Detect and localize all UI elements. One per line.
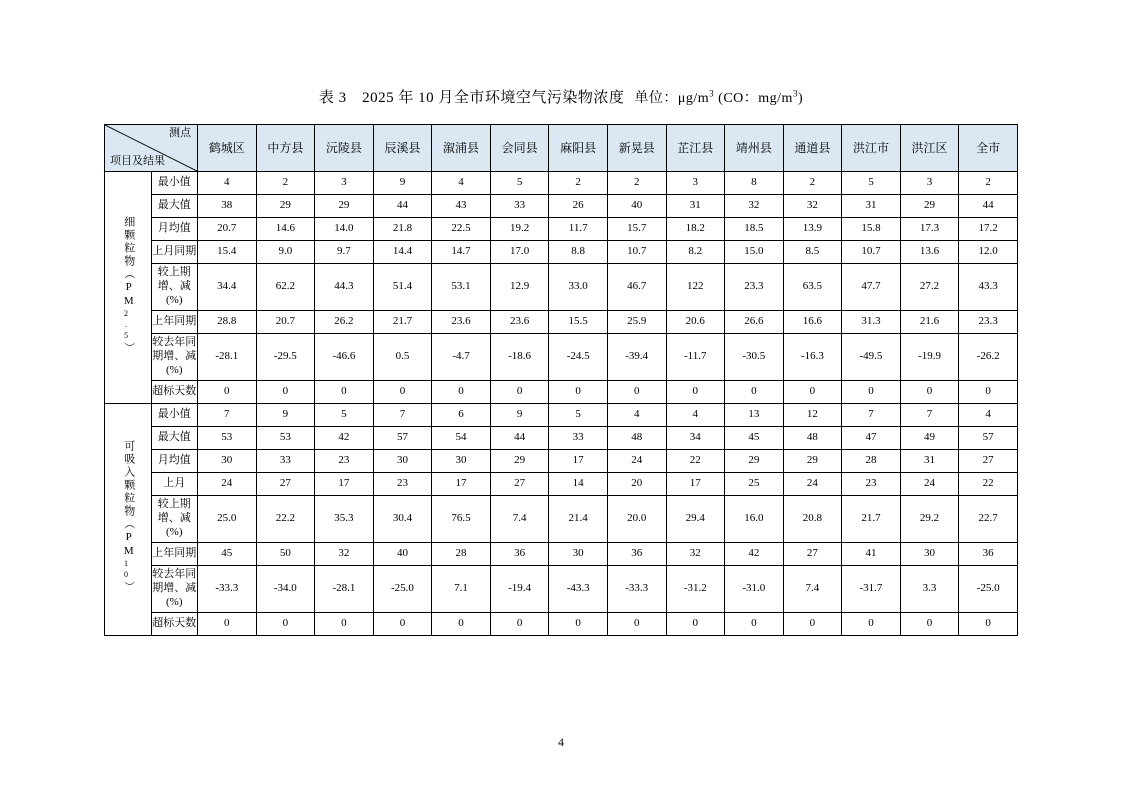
- table-cell: 25: [725, 473, 784, 496]
- table-row: [105, 218, 1018, 241]
- row-header: 最小值: [151, 404, 198, 427]
- table-cell: 33: [256, 450, 315, 473]
- table-cell: 10.7: [607, 241, 666, 264]
- table-cell: 48: [783, 427, 842, 450]
- table-cell: 31.3: [842, 311, 901, 334]
- table-row: [105, 613, 1018, 636]
- column-header-4: 溆浦县: [432, 125, 491, 172]
- table-cell: 44: [490, 427, 549, 450]
- table-cell: 17.0: [490, 241, 549, 264]
- table-row: [105, 311, 1018, 334]
- table-cell: -28.1: [315, 566, 374, 613]
- row-header: 较去年同 期增、减 (%): [151, 334, 198, 381]
- table-cell: 34: [666, 427, 725, 450]
- table-cell: 49: [900, 427, 959, 450]
- table-cell: 40: [373, 543, 432, 566]
- table-cell: 32: [315, 543, 374, 566]
- table-cell: 29: [490, 450, 549, 473]
- table-cell: 8.5: [783, 241, 842, 264]
- table-row: [105, 427, 1018, 450]
- table-cell: -19.4: [490, 566, 549, 613]
- table-corner-header: [105, 125, 198, 172]
- table-cell: 13: [725, 404, 784, 427]
- table-cell: 42: [315, 427, 374, 450]
- table-cell: 0: [256, 613, 315, 636]
- table-cell: 9: [490, 404, 549, 427]
- table-cell: 29: [783, 450, 842, 473]
- table-cell: 11.7: [549, 218, 608, 241]
- column-header-2: 沅陵县: [315, 125, 374, 172]
- row-header: 超标天数: [151, 381, 198, 404]
- table-cell: 8.2: [666, 241, 725, 264]
- table-cell: 29: [315, 195, 374, 218]
- table-cell: 31: [900, 450, 959, 473]
- table-cell: 8.8: [549, 241, 608, 264]
- table-cell: 9: [373, 172, 432, 195]
- table-cell: 15.0: [725, 241, 784, 264]
- column-header-0: 鹤城区: [198, 125, 257, 172]
- table-cell: 20: [607, 473, 666, 496]
- table-cell: 0: [432, 613, 491, 636]
- table-row: [105, 543, 1018, 566]
- table-cell: 22: [666, 450, 725, 473]
- table-cell: 14.0: [315, 218, 374, 241]
- table-cell: 57: [959, 427, 1018, 450]
- table-row: [105, 381, 1018, 404]
- table-cell: 29: [256, 195, 315, 218]
- table-cell: 30.4: [373, 496, 432, 543]
- table-cell: 0: [549, 381, 608, 404]
- row-group-label-1: [105, 404, 152, 636]
- table-cell: -18.6: [490, 334, 549, 381]
- row-header: 较上期 增、减(%): [151, 264, 198, 311]
- row-header: 上月: [151, 473, 198, 496]
- table-cell: 0: [725, 613, 784, 636]
- table-cell: 0: [373, 381, 432, 404]
- table-cell: 30: [373, 450, 432, 473]
- table-cell: 3.3: [900, 566, 959, 613]
- table-cell: 48: [607, 427, 666, 450]
- row-header: 超标天数: [151, 613, 198, 636]
- table-cell: -34.0: [256, 566, 315, 613]
- table-row: [105, 172, 1018, 195]
- table-cell: 54: [432, 427, 491, 450]
- table-cell: 8: [725, 172, 784, 195]
- table-cell: 43.3: [959, 264, 1018, 311]
- table-cell: 7: [373, 404, 432, 427]
- table-cell: 26: [549, 195, 608, 218]
- table-cell: 23.3: [725, 264, 784, 311]
- table-caption-unit: 单位：$\mu g/m^3$ (CO：$mg/m^3$): [634, 88, 804, 106]
- table-cell: 27: [959, 450, 1018, 473]
- table-row: [105, 566, 1018, 613]
- table-cell: 0: [432, 381, 491, 404]
- table-cell: 2: [549, 172, 608, 195]
- table-cell: 44.3: [315, 264, 374, 311]
- table-header: [105, 125, 1018, 172]
- table-cell: 29.4: [666, 496, 725, 543]
- table-cell: 23: [373, 473, 432, 496]
- table-cell: 0: [900, 613, 959, 636]
- table-cell: 30: [198, 450, 257, 473]
- table-cell: 17: [666, 473, 725, 496]
- table-cell: 32: [725, 195, 784, 218]
- table-cell: -49.5: [842, 334, 901, 381]
- table-cell: 27: [256, 473, 315, 496]
- table-cell: 0: [783, 613, 842, 636]
- table-cell: 29: [900, 195, 959, 218]
- table-cell: 0: [490, 381, 549, 404]
- table-row: [105, 404, 1018, 427]
- table-cell: 7: [900, 404, 959, 427]
- table-cell: 0: [256, 381, 315, 404]
- table-cell: 5: [315, 404, 374, 427]
- table-cell: 36: [959, 543, 1018, 566]
- table-cell: -28.1: [198, 334, 257, 381]
- table-cell: 0: [315, 613, 374, 636]
- table-cell: 14.6: [256, 218, 315, 241]
- table-row: [105, 450, 1018, 473]
- table-cell: 47.7: [842, 264, 901, 311]
- table-cell: 15.8: [842, 218, 901, 241]
- table-cell: 29.2: [900, 496, 959, 543]
- table-row: [105, 241, 1018, 264]
- table-cell: 22: [959, 473, 1018, 496]
- column-header-1: 中方县: [256, 125, 315, 172]
- table-cell: 14.7: [432, 241, 491, 264]
- table-cell: 20.0: [607, 496, 666, 543]
- table-cell: 0: [490, 613, 549, 636]
- table-cell: 23: [842, 473, 901, 496]
- table-cell: 2: [783, 172, 842, 195]
- table-cell: 44: [373, 195, 432, 218]
- table-cell: -26.2: [959, 334, 1018, 381]
- table-cell: 4: [666, 404, 725, 427]
- table-caption-main: 表 3 2025 年 10 月全市环境空气污染物浓度: [318, 90, 625, 106]
- table-cell: 9.0: [256, 241, 315, 264]
- table-cell: 17: [549, 450, 608, 473]
- table-cell: 0: [373, 613, 432, 636]
- table-cell: -46.6: [315, 334, 374, 381]
- table-cell: 32: [783, 195, 842, 218]
- table-cell: 17: [432, 473, 491, 496]
- table-cell: 43: [432, 195, 491, 218]
- row-header: 最小值: [151, 172, 198, 195]
- table-cell: 33.0: [549, 264, 608, 311]
- row-header: 上年同期: [151, 543, 198, 566]
- table-cell: 25.0: [198, 496, 257, 543]
- table-cell: 63.5: [783, 264, 842, 311]
- column-header-8: 芷江县: [666, 125, 725, 172]
- table-cell: 5: [842, 172, 901, 195]
- table-cell: 2: [607, 172, 666, 195]
- table-cell: 13.9: [783, 218, 842, 241]
- table-cell: 20.7: [256, 311, 315, 334]
- table-cell: 26.2: [315, 311, 374, 334]
- table-cell: 53.1: [432, 264, 491, 311]
- table-cell: 30: [549, 543, 608, 566]
- column-header-10: 通道县: [783, 125, 842, 172]
- table-cell: 28: [432, 543, 491, 566]
- table-cell: 13.6: [900, 241, 959, 264]
- table-cell: 21.7: [373, 311, 432, 334]
- table-cell: 0: [607, 381, 666, 404]
- table-cell: 9.7: [315, 241, 374, 264]
- table-cell: 41: [842, 543, 901, 566]
- table-cell: 0: [842, 613, 901, 636]
- table-cell: 0: [959, 381, 1018, 404]
- table-row: [105, 473, 1018, 496]
- table-cell: 20.7: [198, 218, 257, 241]
- table-cell: -4.7: [432, 334, 491, 381]
- table-cell: 45: [725, 427, 784, 450]
- table-cell: 36: [490, 543, 549, 566]
- table-cell: 31: [842, 195, 901, 218]
- corner-label-item-result: 项目及结果: [110, 155, 165, 168]
- table-cell: 27: [490, 473, 549, 496]
- table-cell: 9: [256, 404, 315, 427]
- table-cell: 31: [666, 195, 725, 218]
- table-cell: 23: [315, 450, 374, 473]
- table-cell: 4: [198, 172, 257, 195]
- table-cell: 45: [198, 543, 257, 566]
- table-cell: -31.0: [725, 566, 784, 613]
- table-cell: 25.9: [607, 311, 666, 334]
- table-cell: 40: [607, 195, 666, 218]
- table-cell: 23.3: [959, 311, 1018, 334]
- table-cell: 5: [490, 172, 549, 195]
- table-cell: 10.7: [842, 241, 901, 264]
- row-group-text: 可吸入颗粒物$(PM_{10})$: [121, 440, 135, 595]
- table-cell: 20.8: [783, 496, 842, 543]
- column-header-6: 麻阳县: [549, 125, 608, 172]
- row-group-label-0: [105, 172, 152, 404]
- table-cell: -29.5: [256, 334, 315, 381]
- row-header: 月均值: [151, 218, 198, 241]
- table-cell: 6: [432, 404, 491, 427]
- column-header-3: 辰溪县: [373, 125, 432, 172]
- table-cell: 0: [549, 613, 608, 636]
- table-cell: 20.6: [666, 311, 725, 334]
- table-cell: 28.8: [198, 311, 257, 334]
- table-cell: 23.6: [490, 311, 549, 334]
- table-cell: 0: [783, 381, 842, 404]
- table-cell: 53: [198, 427, 257, 450]
- table-cell: 15.5: [549, 311, 608, 334]
- column-header-9: 靖州县: [725, 125, 784, 172]
- page-number: 4: [558, 735, 564, 749]
- table-cell: -30.5: [725, 334, 784, 381]
- table-cell: -39.4: [607, 334, 666, 381]
- table-cell: -31.7: [842, 566, 901, 613]
- table-cell: 24: [900, 473, 959, 496]
- table-cell: 0: [900, 381, 959, 404]
- table-cell: 76.5: [432, 496, 491, 543]
- table-cell: 22.2: [256, 496, 315, 543]
- table-cell: 0: [198, 613, 257, 636]
- table-cell: 46.7: [607, 264, 666, 311]
- table-cell: 30: [432, 450, 491, 473]
- table-row: [105, 195, 1018, 218]
- row-header: 上月同期: [151, 241, 198, 264]
- table-cell: 47: [842, 427, 901, 450]
- row-group-text: 细颗粒物$(PM_{2.5})$: [121, 215, 135, 355]
- table-cell: 19.2: [490, 218, 549, 241]
- table-cell: 26.6: [725, 311, 784, 334]
- table-cell: 7: [198, 404, 257, 427]
- table-cell: 24: [198, 473, 257, 496]
- table-cell: 17.2: [959, 218, 1018, 241]
- table-cell: 24: [607, 450, 666, 473]
- table-cell: 34.4: [198, 264, 257, 311]
- table-cell: 0: [666, 613, 725, 636]
- table-cell: -25.0: [959, 566, 1018, 613]
- table-cell: 3: [666, 172, 725, 195]
- table-row: [105, 264, 1018, 311]
- table-cell: 21.8: [373, 218, 432, 241]
- table-cell: 3: [900, 172, 959, 195]
- table-caption: [0, 86, 1122, 107]
- table-cell: 22.7: [959, 496, 1018, 543]
- table-cell: 32: [666, 543, 725, 566]
- table-cell: 16.0: [725, 496, 784, 543]
- table-cell: 7.4: [490, 496, 549, 543]
- table-cell: 4: [432, 172, 491, 195]
- table-cell: 122: [666, 264, 725, 311]
- column-header-7: 新晃县: [607, 125, 666, 172]
- table-cell: -19.9: [900, 334, 959, 381]
- table-cell: 21.6: [900, 311, 959, 334]
- table-cell: 29: [725, 450, 784, 473]
- table-cell: 14.4: [373, 241, 432, 264]
- table-cell: -25.0: [373, 566, 432, 613]
- row-header: 最大值: [151, 195, 198, 218]
- column-header-12: 洪江区: [900, 125, 959, 172]
- table-cell: 28: [842, 450, 901, 473]
- table-cell: 35.3: [315, 496, 374, 543]
- table-cell: 51.4: [373, 264, 432, 311]
- row-header: 上年同期: [151, 311, 198, 334]
- table-cell: 21.4: [549, 496, 608, 543]
- table-cell: 14: [549, 473, 608, 496]
- row-header: 最大值: [151, 427, 198, 450]
- table-cell: 57: [373, 427, 432, 450]
- table-row: [105, 496, 1018, 543]
- table-cell: 0: [725, 381, 784, 404]
- corner-label-measurement-point: 测点: [169, 127, 191, 139]
- table-cell: 12: [783, 404, 842, 427]
- table-cell: -24.5: [549, 334, 608, 381]
- table-cell: 4: [959, 404, 1018, 427]
- table-cell: 0: [666, 381, 725, 404]
- table-row: [105, 334, 1018, 381]
- row-header: 较去年同 期增、减 (%): [151, 566, 198, 613]
- table-cell: 21.7: [842, 496, 901, 543]
- table-cell: 2: [256, 172, 315, 195]
- table-cell: 30: [900, 543, 959, 566]
- table-cell: 0: [959, 613, 1018, 636]
- table-cell: 50: [256, 543, 315, 566]
- table-cell: 15.4: [198, 241, 257, 264]
- table-cell: 7: [842, 404, 901, 427]
- table-cell: 15.7: [607, 218, 666, 241]
- table-cell: 0: [842, 381, 901, 404]
- table-cell: 17.3: [900, 218, 959, 241]
- table-cell: 38: [198, 195, 257, 218]
- table-cell: 44: [959, 195, 1018, 218]
- column-header-11: 洪江市: [842, 125, 901, 172]
- table-cell: 7.1: [432, 566, 491, 613]
- table-cell: 0.5: [373, 334, 432, 381]
- table-cell: 17: [315, 473, 374, 496]
- air-quality-table: [104, 124, 1018, 636]
- table-cell: -11.7: [666, 334, 725, 381]
- table-cell: -43.3: [549, 566, 608, 613]
- table-cell: 0: [198, 381, 257, 404]
- column-header-13: 全市: [959, 125, 1018, 172]
- table-cell: 5: [549, 404, 608, 427]
- row-header: 较上期 增、减(%): [151, 496, 198, 543]
- table-cell: 22.5: [432, 218, 491, 241]
- table-cell: 42: [725, 543, 784, 566]
- table-cell: -31.2: [666, 566, 725, 613]
- column-header-5: 会同县: [490, 125, 549, 172]
- table-header-row: [105, 125, 1018, 172]
- table-cell: 12.0: [959, 241, 1018, 264]
- table-cell: 33: [490, 195, 549, 218]
- table-cell: 4: [607, 404, 666, 427]
- table-cell: 2: [959, 172, 1018, 195]
- table-cell: 18.2: [666, 218, 725, 241]
- table-cell: 0: [607, 613, 666, 636]
- table-cell: 24: [783, 473, 842, 496]
- table-cell: -33.3: [198, 566, 257, 613]
- table-cell: 7.4: [783, 566, 842, 613]
- table-body: [105, 172, 1018, 636]
- table-cell: 18.5: [725, 218, 784, 241]
- table-cell: -33.3: [607, 566, 666, 613]
- table-cell: 27.2: [900, 264, 959, 311]
- table-cell: 62.2: [256, 264, 315, 311]
- table-cell: 36: [607, 543, 666, 566]
- table-cell: 23.6: [432, 311, 491, 334]
- table-cell: 53: [256, 427, 315, 450]
- table-cell: 3: [315, 172, 374, 195]
- table-cell: 33: [549, 427, 608, 450]
- table-cell: 27: [783, 543, 842, 566]
- row-header: 月均值: [151, 450, 198, 473]
- table-cell: 0: [315, 381, 374, 404]
- table-cell: 16.6: [783, 311, 842, 334]
- table-cell: -16.3: [783, 334, 842, 381]
- table-cell: 12.9: [490, 264, 549, 311]
